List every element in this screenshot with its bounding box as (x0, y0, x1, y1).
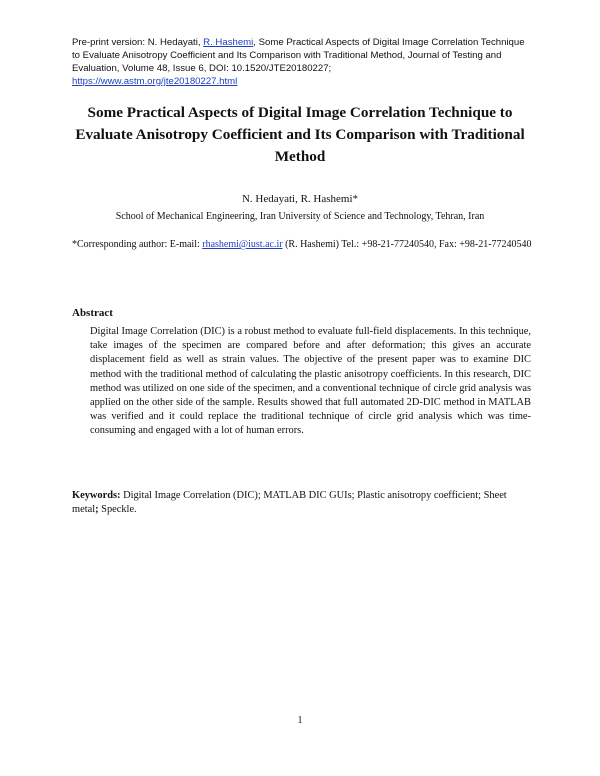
corresponding-suffix: (R. Hashemi) Tel.: +98-21-77240540, Fax: +98-21-77240540 (282, 239, 532, 250)
abstract-heading: Abstract (72, 307, 113, 319)
preprint-prefix: Pre-print version: N. Hedayati, (72, 37, 204, 48)
preprint-citation: , Some Practical Aspects of Digital Image Correlation Technique to Evaluate Anisotropy Coefficient and Its Comparison with Traditional Method, Journal of Testing and Evaluation, Volume 48, Issue 6, DOI: 10.1520/JTE20180227; (72, 37, 525, 74)
corresponding-author (72, 238, 532, 252)
corresponding-prefix: *Corresponding author: E-mail: (72, 239, 203, 250)
affiliation: School of Mechanical Engineering, Iran University of Science and Technology, Tehran, Iran (115, 211, 485, 222)
abstract-text: Digital Image Correlation (DIC) is a robust method to evaluate full-field displacements. In this technique, take images of the specimen are compared before and after deformation; this gives an accurate displacement field as well as strain values. The objective of the present paper was to examine DIC method with the traditional method of calculating the plastic anisotropy coefficients. In this research, DIC method was utilized on one side of the specimen, and a conventional technique of circle grid analysis was applied on the other side of the sample. Results showed that full automated 2D-DIC method in MATLAB was verified and it could replace the traditional technique of circle grid analysis which was time-consuming and engaged with a lot of human errors. (90, 326, 531, 437)
page-number: 1 (297, 715, 303, 726)
email-link[interactable]: rhashemi@iust.ac.ir (202, 239, 283, 250)
keywords-separator: ; (95, 504, 99, 515)
author-link[interactable]: R. Hashemi (203, 37, 254, 48)
keywords-label: Keywords: (72, 490, 121, 501)
keywords-part1: Digital Image Correlation (DIC); MATLAB DIC GUIs; Plastic anisotropy coefficient; Sheet metal (72, 490, 507, 515)
paper-title: Some Practical Aspects of Digital Image Correlation Technique to Evaluate Anisotropy Coefficient and Its Comparison with Traditional Method (75, 104, 525, 165)
preprint-notice (72, 36, 532, 88)
keywords-part2: Speckle. (98, 504, 137, 515)
doi-url-link[interactable]: https://www.astm.org/jte20180227.html (72, 76, 238, 87)
keywords (72, 489, 517, 517)
authors: N. Hedayati, R. Hashemi* (241, 193, 359, 205)
